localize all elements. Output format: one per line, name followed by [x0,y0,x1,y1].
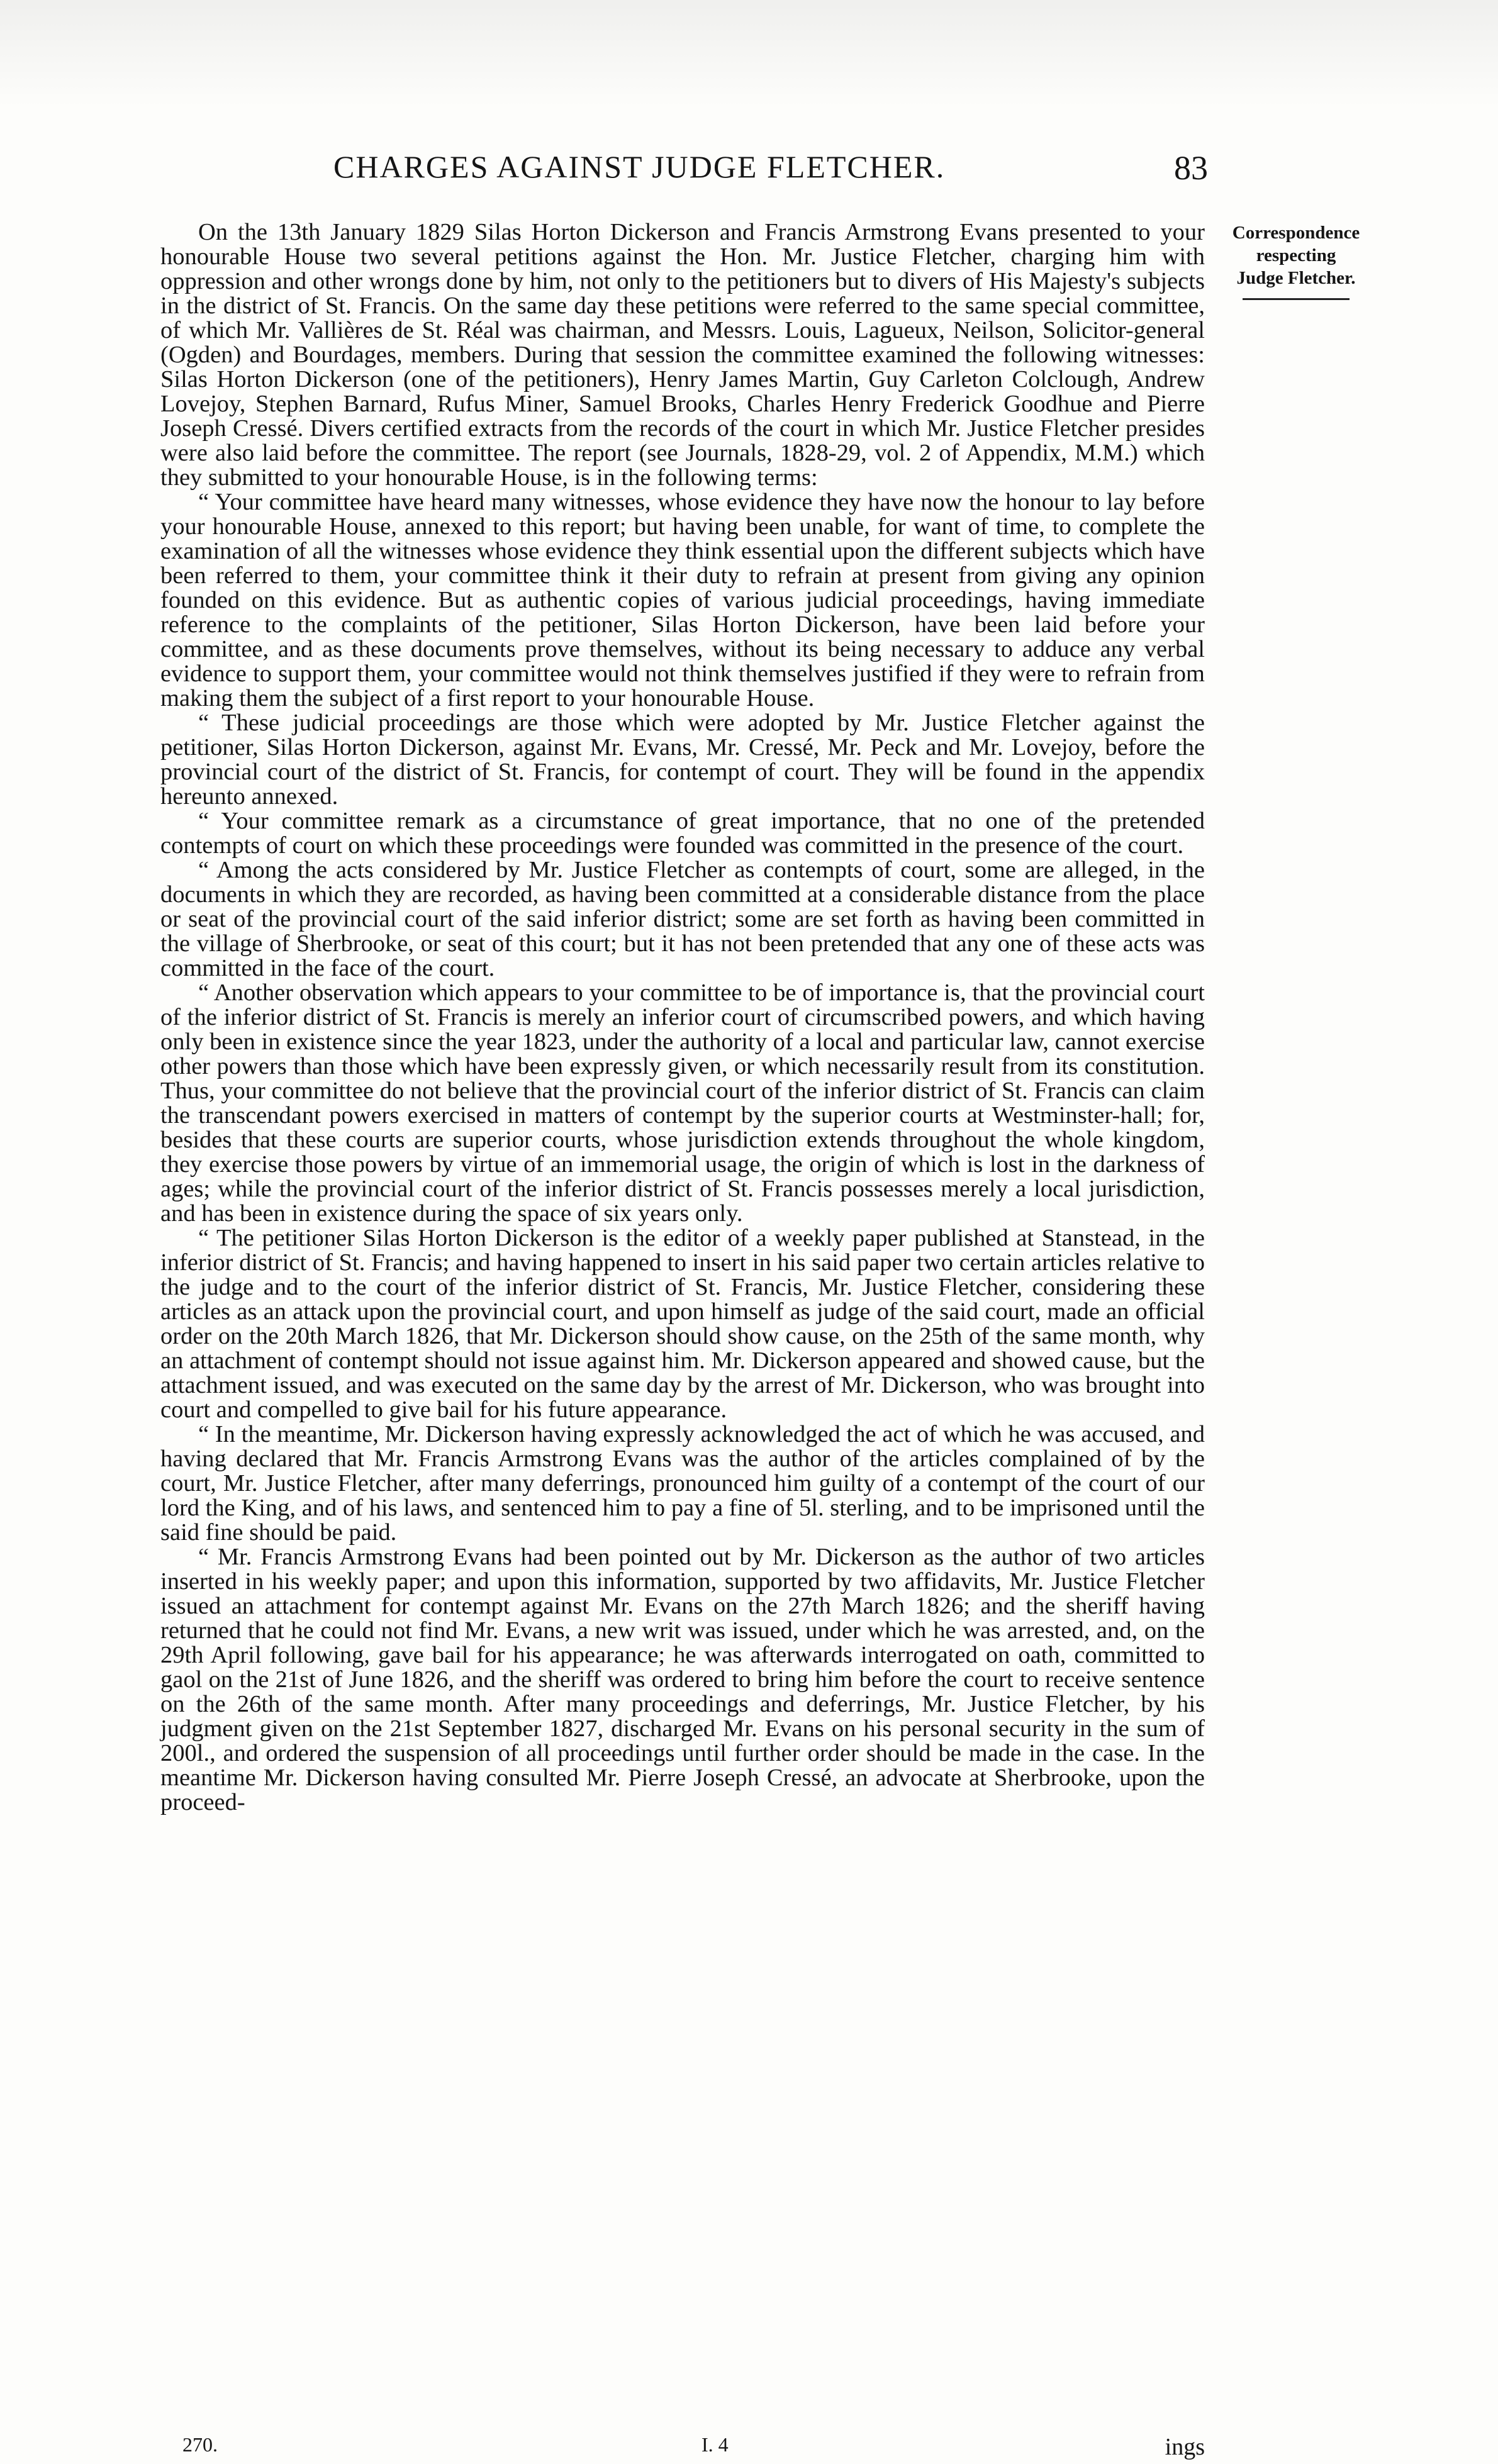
margin-note-line-3: Judge Fletcher. [1236,268,1356,288]
paragraph-judicial-proceedings: “ These judicial proceedings are those which were adopted by Mr. Justice Fletcher against the petitioner, Silas Horton Dickerson, against Mr. Evans, Mr. Cressé, Mr. Peck and Mr. Lovejoy, before the provincial court of the district of St. Francis, for contempt of court. They will be found in the appendix hereunto annexed. [160,710,1205,810]
signature-mark: 270. [182,2433,218,2456]
page-number: 83 [1174,149,1208,187]
body-text [160,220,1205,1815]
running-title: CHARGES AGAINST JUDGE FLETCHER. [333,149,946,184]
paragraph-intro: On the 13th January 1829 Silas Horton Dickerson and Francis Armstrong Evans presented to your honourable House two several petitions against the Hon. Mr. Justice Fletcher, charging him with oppression and other wrongs done by him, not only to the petitioners but to divers of His Majesty's subjects in the district of St. Francis. On the same day these petitions were referred to the same special committee, of which Mr. Vallières de St. Réal was chairman, and Messrs. Louis, Lagueux, Neilson, Solicitor-general (Ogden) and Bourdages, members. During that session the committee examined the following witnesses: Silas Horton Dickerson (one of the petitioners), Henry James Martin, Guy Carleton Colclough, Andrew Lovejoy, Stephen Barnard, Rufus Miner, Samuel Brooks, Charles Henry Frederick Goodhue and Pierre Joseph Cressé. Divers certified extracts from the records of the court in which Mr. Justice Fletcher presides were also laid before the committee. The report (see Journals, 1828-29, vol. 2 of Appendix, M.M.) which they submitted to your honourable House, is in the following terms: [160,219,1205,491]
paragraph-report-opening: “ Your committee have heard many witnesses, whose evidence they have now the honour to lay before your honourable House, annexed to this report; but having been unable, for want of time, to complete the examination of all the witnesses whose evidence they think essential upon the different subjects which have been referred to them, your committee think it their duty to refrain at present from giving any opinion founded on this evidence. But as authentic copies of various judicial proceedings, having immediate reference to the complaints of the petitioner, Silas Horton Dickerson, have been laid before your committee, and as these documents prove themselves, without its being necessary to adduce any verbal evidence to support them, your committee would not think themselves justified if they were to refrain from making them the subject of a first report to your honourable House. [160,489,1205,711]
paragraph-committee-remark: “ Your committee remark as a circumstance of great importance, that no one of the pretended contempts of court on which these proceedings were founded was committed in the presence of the court. [160,808,1205,859]
paragraph-dickerson-sentence: “ In the meantime, Mr. Dickerson having expressly acknowledged the act of which he was accused, and having declared that Mr. Francis Armstrong Evans was the author of the articles complained of by the court, Mr. Justice Fletcher, after many deferrings, pronounced him guilty of a contempt of the court of our lord the King, and of his laws, and sentenced him to pay a fine of 5l. sterling, and to be imprisoned until the said fine should be paid. [160,1421,1205,1546]
signature-center: I. 4 [701,2433,729,2456]
paragraph-evans-proceedings: “ Mr. Francis Armstrong Evans had been pointed out by Mr. Dickerson as the author of two articles inserted in his weekly paper; and upon this information, supported by two affidavits, Mr. Justice Fletcher issued an attachment for contempt against Mr. Evans on the 27th March 1826; and the sheriff having returned that he could not find Mr. Evans, a new writ was issued, under which he was arrested, and, on the 29th April following, gave bail for his appearance; he was afterwards interrogated on oath, committed to gaol on the 21st of June 1826, and the sheriff was ordered to bring him before the court to receive sentence on the 26th of the same month. After many proceedings and deferrings, Mr. Justice Fletcher, by his judgment given on the 21st September 1827, discharged Mr. Evans on his personal security in the sum of 200l., and ordered the suspension of all proceedings until further order should be made in the case. In the meantime Mr. Dickerson having consulted Mr. Pierre Joseph Cressé, an advocate at Sherbrooke, upon the proceed- [160,1544,1205,1815]
paragraph-inferior-court: “ Another observation which appears to your committee to be of importance is, that the provincial court of the inferior district of St. Francis is merely an inferior court of circumscribed powers, and which having only been in existence since the year 1823, under the authority of a local and particular law, cannot exercise other powers than those which have been expressly given, or which necessarily result from its constitution. Thus, your committee do not believe that the provincial court of the inferior district of St. Francis can claim the transcendant powers exercised in matters of contempt by the superior courts at Westminster-hall; for, besides that these courts are superior courts, whose jurisdiction extends throughout the whole kingdom, they exercise those powers by virtue of an immemorial usage, the origin of which is lost in the darkness of ages; while the provincial court of the inferior district of St. Francis possesses merely a local jurisdiction, and has been in existence during the space of six years only. [160,979,1205,1227]
margin-note-rule [1243,298,1350,300]
scan-bleed-through [0,0,1498,107]
margin-note [1221,221,1372,300]
margin-note-line-1: Correspondence [1232,223,1360,243]
paragraph-dickerson-editor: “ The petitioner Silas Horton Dickerson is the editor of a weekly paper published at Stanstead, in the inferior district of St. Francis; and having happened to insert in his said paper two certain articles relative to the judge and to the court of the inferior district of St. Francis, Mr. Justice Fletcher, considering these articles as an attack upon the provincial court, and upon himself as judge of the said court, made an official order on the 20th March 1826, that Mr. Dickerson should show cause, on the 25th of the same month, why an attachment of contempt should not issue against him. Mr. Dickerson appeared and showed cause, but the attachment issued, and was executed on the same day by the arrest of Mr. Dickerson, who was brought into court and compelled to give bail for his future appearance. [160,1225,1205,1423]
paragraph-acts-considered: “ Among the acts considered by Mr. Justice Fletcher as contempts of court, some are alleged, in the documents in which they are recorded, as having been committed at a considerable distance from the place or seat of the provincial court of the said inferior district; some are set forth as having been committed in the village of Sherbrooke, or seat of this court; but it has not been pretended that any one of these acts was committed in the face of the court. [160,857,1205,981]
margin-note-line-2: respecting [1256,245,1336,265]
running-head [176,148,1208,192]
catchword: ings [1165,2434,1205,2460]
